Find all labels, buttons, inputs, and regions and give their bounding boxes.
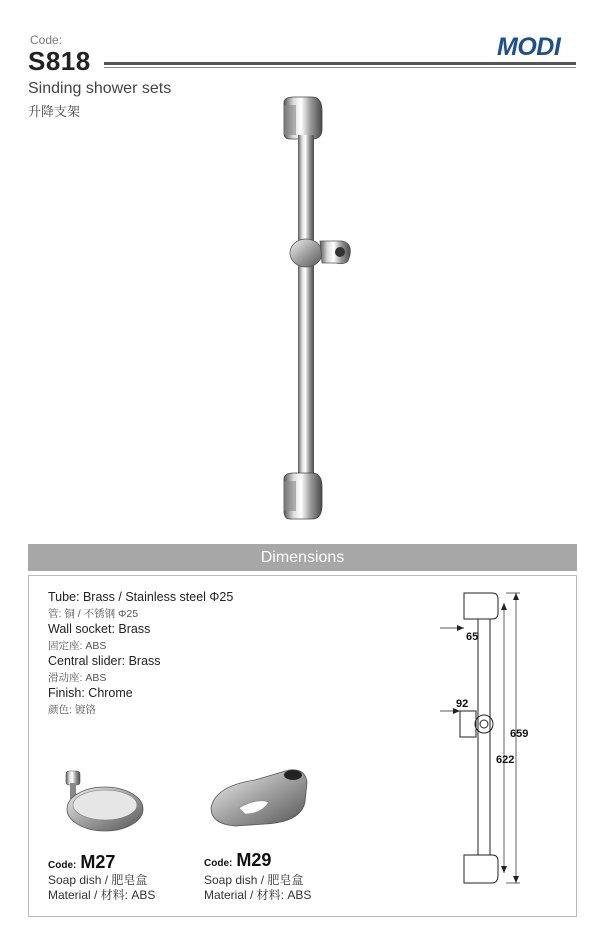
accessory-m27-code: Code: M27 <box>48 852 116 872</box>
dimensions-title: Dimensions <box>260 549 345 566</box>
product-name-chinese: 升降支架 <box>28 104 81 119</box>
spec-central-slider-cn: 滑动座: ABS <box>48 672 107 684</box>
technical-drawing <box>430 585 570 905</box>
accessory-m27-material: Material / 材料: ABS <box>48 888 156 902</box>
spec-finish-cn: 颜色: 镀铬 <box>48 704 96 716</box>
dim-622-label: 622 <box>496 754 515 766</box>
dim-65-label: 65 <box>466 631 479 643</box>
spec-finish: Finish: Chrome <box>48 686 133 700</box>
spec-wall-socket: Wall socket: Brass <box>48 622 151 636</box>
spec-wall-socket-cn: 固定座: ABS <box>48 640 107 652</box>
dimensions-header <box>28 544 577 571</box>
header-divider <box>104 62 576 69</box>
dim-659-label: 659 <box>510 728 529 740</box>
dim-92-label: 92 <box>456 698 469 710</box>
spec-tube-cn: 管: 铜 / 不锈钢 Φ25 <box>48 608 139 620</box>
brand-logo: MODI <box>497 33 561 61</box>
accessory-m29-name: Soap dish / 肥皂盒 <box>204 873 304 887</box>
soap-dish-m29-image <box>205 762 315 837</box>
product-code: S818 <box>28 46 91 76</box>
product-name: Sinding shower sets <box>28 80 172 97</box>
accessory-m29-code: Code: M29 <box>204 850 272 870</box>
product-photo <box>270 95 370 525</box>
soap-dish-m27-image <box>60 765 150 845</box>
accessory-m29-material: Material / 材料: ABS <box>204 888 312 902</box>
accessory-m27-name: Soap dish / 肥皂盒 <box>48 873 148 887</box>
spec-central-slider: Central slider: Brass <box>48 654 161 668</box>
code-label: Code: <box>30 33 63 47</box>
spec-tube: Tube: Brass / Stainless steel Φ25 <box>48 590 234 604</box>
